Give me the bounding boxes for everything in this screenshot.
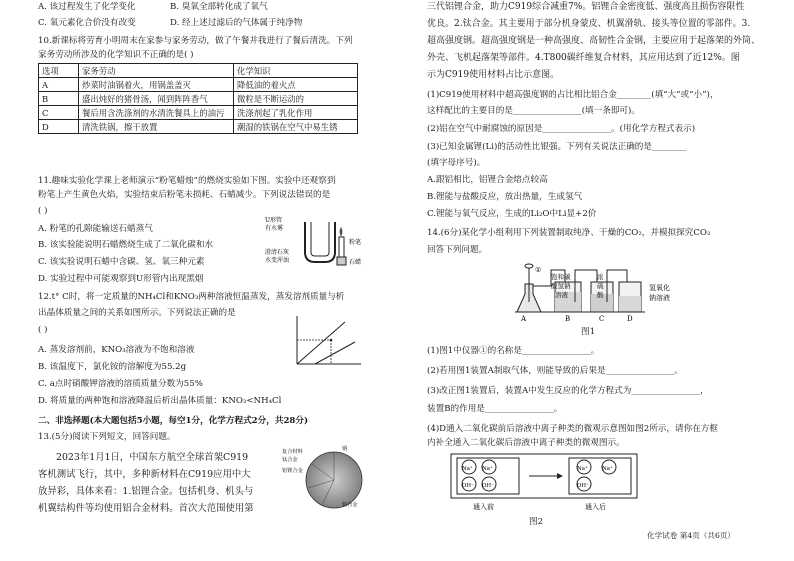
pie-label-composite: 复合材料 bbox=[282, 449, 303, 455]
table-row bbox=[39, 106, 358, 120]
pie-label-titanium: 钛合金 bbox=[282, 457, 298, 463]
table-cell: 降低油的着火点 bbox=[234, 78, 358, 92]
q12-stem-2: 出晶体质量之间的关系如图所示。下列说法正确的是 bbox=[38, 308, 236, 318]
before-label: 通入前 bbox=[473, 503, 494, 511]
pie-label-al-li: 铝锂合金 bbox=[282, 468, 303, 474]
ion-label: OH⁻ bbox=[577, 483, 589, 489]
table-cell: 盛出炖好的猪骨汤，闻到阵阵香气 bbox=[79, 92, 234, 106]
bottle-b-label-3: 溶液 bbox=[555, 291, 568, 299]
q11-stem-1: 11.趣味实验化学课上老师演示“粉笔蜡烛”的燃烧实验如下图。实验中还观察到 bbox=[38, 176, 336, 186]
passage-line-5: 三代铝锂合金，助力C919综合减重7%。铝锂合金密度低、强度高且损伤容限性 bbox=[427, 2, 745, 12]
q13-sub-3: (3)已知金属锂(Li)的活动性比银强。下列有关说法正确的是________ bbox=[427, 142, 687, 152]
q12-stem-3: ( ) bbox=[38, 325, 48, 335]
q11-option-a: A. 粉笔的孔隙能输送石蜡蒸气 bbox=[38, 224, 153, 234]
table-cell: 清洗铁锅，擦干放置 bbox=[79, 120, 234, 134]
bottle-c-label-3: 酸 bbox=[597, 291, 604, 299]
table-row bbox=[39, 92, 358, 106]
bottle-d-label-2: 钠溶液 bbox=[649, 294, 670, 302]
passage-line-3: 放异彩，具体来看：1.铝锂合金。包括机身、机头与 bbox=[38, 486, 254, 497]
table-cell: C bbox=[39, 106, 79, 120]
q14-sub-4: (4)D通入二氧化碳前后溶液中离子种类的微观示意图如图2所示，请你在方框 bbox=[427, 424, 718, 434]
q13-sub-2: (2)铝在空气中耐腐蚀的原因是________________。(用化学方程式表示) bbox=[427, 124, 696, 134]
q14-sub-1: (1)图1中仪器①的名称是________________。 bbox=[427, 346, 600, 356]
q14-stem-1: 14.(6分)某化学小组利用下列装置制取纯净、干燥的CO₂，并模拟探究CO₂ bbox=[427, 228, 711, 238]
q13-sub-3-b: B.锂能与盐酸反应，放出热量，生成氢气 bbox=[427, 192, 583, 202]
q12-option-a: A. 蒸发溶剂前，KNO₃溶液为不饱和溶液 bbox=[38, 345, 195, 355]
ion-label: Na⁺ bbox=[577, 466, 588, 472]
label-d: D bbox=[627, 315, 633, 323]
bottle-c-label-1: 浓 bbox=[597, 273, 604, 281]
q13-sub-1: (1)C919使用材料中超高强度钢的占比相比铝合金________(填“大”或“小”)， bbox=[427, 90, 719, 100]
q12-stem-1: 12.t° C时，将一定质量的NH₄Cl和KNO₃两种溶液恒温蒸发，蒸发溶剂质量与析 bbox=[38, 292, 345, 302]
q11-option-d: D. 实验过程中可能观察到U形管内出现黑烟 bbox=[38, 274, 204, 284]
q11-option-c: C. 该实验说明石蜡中含碳、氢、氧三种元素 bbox=[38, 257, 205, 267]
table-cell: B bbox=[39, 92, 79, 106]
q14-stem-2: 回答下列问题。 bbox=[427, 245, 488, 255]
crystal-mass-graph bbox=[285, 312, 365, 372]
q12-option-c: C. a点时硝酸钾溶液的溶质质量分数为55% bbox=[38, 379, 203, 389]
q12-option-b: B. 该温度下，氯化铵的溶解度为55.2g bbox=[38, 362, 187, 372]
table-cell: 微粒是不断运动的 bbox=[234, 92, 358, 106]
section-2-title: 二、非选择题(本大题包括5小题，每空1分，化学方程式2分，共28分) bbox=[38, 416, 309, 426]
passage-line-6: 优良。2.钛合金。其主要用于部分机身蒙皮、机翼滑轨、接头等位置的零部件。3. bbox=[427, 19, 751, 29]
ion-label: OH⁻ bbox=[462, 483, 474, 489]
figure-2-caption: 图2 bbox=[529, 517, 544, 527]
fig-label-limewater: 澄清石灰 bbox=[265, 249, 290, 256]
apparatus-figure-1 bbox=[515, 262, 725, 324]
fig-label-chalk: 粉笔 bbox=[349, 239, 362, 246]
bottle-c-label-2: 硫 bbox=[597, 282, 604, 290]
bottle-b-label-2: 酸氢钠 bbox=[551, 282, 571, 290]
q13-sub-3-a: A.跟铝相比，铝锂合金熔点较高 bbox=[427, 175, 548, 185]
fig-label-u-tube: U形管 bbox=[265, 217, 283, 224]
page-footer: 化学试卷 第4页（共6页） bbox=[647, 531, 736, 540]
q10-stem-2: 家务劳动所涉及的化学知识不正确的是( ) bbox=[38, 50, 194, 60]
table-header: 选项 bbox=[39, 64, 79, 78]
materials-pie-chart bbox=[282, 444, 374, 510]
table-row bbox=[39, 120, 358, 134]
q14-sub-2: (2)若用图1装置A制取气体，则能导致的后果是________________。 bbox=[427, 366, 683, 376]
passage-line-4: 机翼结构件等均使用铝合金材料。首次大范围使用第 bbox=[38, 503, 254, 514]
right-page bbox=[397, 0, 794, 561]
label-c: C bbox=[599, 315, 605, 323]
table-cell: A bbox=[39, 78, 79, 92]
table-row bbox=[39, 78, 358, 92]
q14-sub-3: (3)改正图1装置后，装置A中发生反应的化学方程式为________________， bbox=[427, 386, 709, 396]
ion-label: Na⁺ bbox=[602, 466, 613, 472]
label-b: B bbox=[565, 315, 571, 323]
passage-line-8: 外壳、飞机起落架等部件。4.T800碳纤维复合材料，其应用达到了近12%。图 bbox=[427, 53, 740, 63]
q11-stem-3: ( ) bbox=[38, 206, 48, 216]
table-header-row bbox=[39, 64, 358, 78]
fig-label-fog: 有水雾 bbox=[265, 225, 284, 232]
q9-option-c: C. 氧元素化合价没有改变 bbox=[38, 18, 136, 28]
q13-title: 13.(5分)阅读下列短文，回答问题。 bbox=[38, 432, 176, 442]
bottle-d-label-1: 氢氧化 bbox=[649, 284, 670, 292]
label-a: A bbox=[521, 315, 527, 323]
q12-option-d: D. 将质量的两种饱和溶液降温后析出晶体质量：KNO₃<NH₄Cl bbox=[38, 396, 282, 406]
ion-label: Na⁺ bbox=[462, 466, 473, 472]
pie-label-aluminum: 铝合金 bbox=[342, 502, 358, 508]
table-cell: 潮湿的铁锅在空气中易生锈 bbox=[234, 120, 358, 134]
passage-line-9: 示为C919使用材料占比示意图。 bbox=[427, 70, 560, 80]
q9-option-d: D. 经上述过滤后的气体属于纯净物 bbox=[170, 18, 303, 28]
ion-label: OH⁻ bbox=[482, 483, 494, 489]
fig-label-turbid: 水变浑浊 bbox=[265, 257, 290, 264]
table-header: 家务劳动 bbox=[79, 64, 234, 78]
q14-sub-3b: 装置B的作用是________________。 bbox=[427, 404, 563, 414]
table-cell: 炒菜时油锅着火，用锅盖盖灭 bbox=[79, 78, 234, 92]
table-cell: 餐后用含洗涤剂的水清洗餐具上的油污 bbox=[79, 106, 234, 120]
table-cell: 洗涤剂起了乳化作用 bbox=[234, 106, 358, 120]
q13-sub-3b: (填字母序号)。 bbox=[427, 158, 486, 168]
passage-line-2: 客机测试飞行，其中，多种新材料在C919应用中大 bbox=[38, 469, 251, 480]
passage-line-7: 超高强度钢。超高强度钢是一种高强度、高韧性合金钢，主要应用于起落架的外筒、 bbox=[427, 36, 761, 46]
fig-label-wax: 石蜡 bbox=[349, 259, 362, 266]
pie-label-steel: 钢 bbox=[342, 446, 348, 452]
q11-option-b: B. 该实验能说明石蜡燃烧生成了二氧化碳和水 bbox=[38, 240, 214, 250]
q14-sub-4b: 内补全通入二氧化碳后溶液中离子种类的微观图示。 bbox=[427, 438, 625, 448]
bottle-b-label-1: 饱和碳 bbox=[551, 273, 571, 281]
q10-stem-1: 10.新课标将劳育小明周末在家参与家务劳动，做了午餐并我进行了餐后清洗。下列 bbox=[38, 36, 353, 46]
table-header: 化学知识 bbox=[234, 64, 358, 78]
passage-line-1: 2023年1月1日，中国东方航空全球首架C919 bbox=[56, 452, 249, 463]
q9-option-b: B. 臭氧全部转化成了氧气 bbox=[170, 2, 268, 12]
q9-option-a: A. 该过程发生了化学变化 bbox=[38, 2, 136, 12]
figure-1-caption: 图1 bbox=[581, 327, 596, 337]
q10-table bbox=[38, 63, 358, 134]
q13-sub-1b: 这样配比的主要目的是________________(填一条即可)。 bbox=[427, 106, 640, 116]
after-label: 通入后 bbox=[585, 503, 606, 511]
q13-sub-3-c: C.锂能与氧气反应，生成的Li₂O中Li显+2价 bbox=[427, 209, 597, 219]
ion-diagram-figure-2 bbox=[449, 452, 639, 514]
table-cell: D bbox=[39, 120, 79, 134]
candle-u-tube-figure bbox=[265, 212, 365, 272]
ion-label: Na⁺ bbox=[482, 466, 493, 472]
instrument-marker: ① bbox=[535, 266, 542, 274]
q11-stem-2: 粉笔上产生黄色火焰，实验结束后粉笔未损耗、石蜡减少。下列说法错误的是 bbox=[38, 190, 331, 200]
